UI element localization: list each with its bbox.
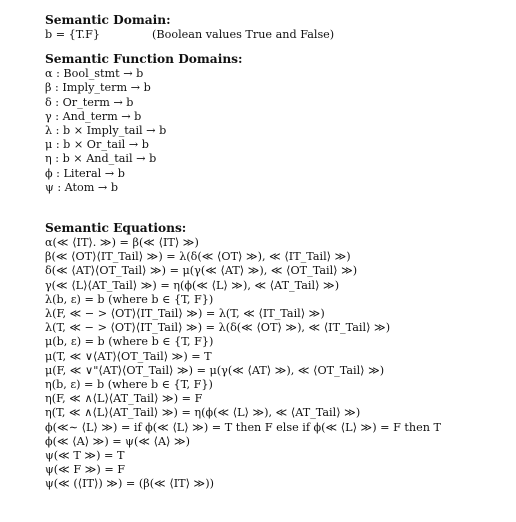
semantic-domain-note: (Boolean values True and False) [152, 28, 335, 41]
function-domain-line: γ : And_term → b [45, 109, 142, 123]
semantic-function-domains-heading: Semantic Function Domains: [45, 52, 243, 67]
equation-line: μ(F, ≪ ∨"⟨AT⟩⟨OT_Tail⟩ ≫) = μ(γ(≪ ⟨AT⟩ ≫), ≪ ⟨OT_Tail⟩ ≫) [45, 363, 385, 377]
equation-line: λ(T, ≪ − > ⟨OT⟩⟨IT_Tail⟩ ≫) = λ(δ(≪ ⟨OT⟩ ≫), ≪ ⟨IT_Tail⟩ ≫) [45, 321, 391, 335]
equation-line: η(T, ≪ ∧⟨L⟩⟨AT_Tail⟩ ≫) = η(ϕ(≪ ⟨L⟩ ≫), ≪ ⟨AT_Tail⟩ ≫) [45, 406, 361, 420]
equation-line: η(F, ≪ ∧⟨L⟩⟨AT_Tail⟩ ≫) = F [45, 392, 203, 406]
function-domain-line: μ : b × Or_tail → b [45, 138, 149, 152]
function-domain-line: δ : Or_term → b [45, 95, 134, 109]
semantic-domain-row [45, 28, 505, 42]
equation-line: ϕ(≪ ⟨A⟩ ≫) = ψ(≪ ⟨A⟩ ≫) [45, 434, 191, 448]
equation-line: η(b, ε) = b (where b ∈ {T, F}) [45, 378, 213, 392]
semantic-function-domains-section [45, 52, 505, 195]
equation-line: γ(≪ ⟨L⟩⟨AT_Tail⟩ ≫) = η(ϕ(≪ ⟨L⟩ ≫), ≪ ⟨AT_Tail⟩ ≫) [45, 278, 340, 292]
equation-line: ψ(≪ F ≫) = F [45, 463, 126, 477]
semantic-equations-section [45, 221, 505, 492]
function-domain-line: β : Imply_term → b [45, 81, 151, 95]
semantic-domain-heading: Semantic Domain: [45, 13, 171, 27]
equation-line: α(≪ ⟨IT⟩. ≫) = β(≪ ⟨IT⟩ ≫) [45, 236, 199, 250]
equation-line: ϕ(≪∼ ⟨L⟩ ≫) = if ϕ(≪ ⟨L⟩ ≫) = T then F else if ϕ(≪ ⟨L⟩ ≫) = F then T [45, 420, 441, 434]
semantic-domain-definition: b = {T.F} [45, 28, 101, 41]
equation-line: μ(T, ≪ ∨⟨AT⟩⟨OT_Tail⟩ ≫) = T [45, 349, 212, 363]
semantic-domain-section [45, 13, 505, 42]
equation-line: λ(b, ε) = b (where b ∈ {T, F}) [45, 292, 214, 306]
function-domain-line: λ : b × Imply_tail → b [45, 124, 167, 138]
function-domain-line: ψ : Atom → b [45, 180, 119, 194]
function-domain-line: α : Bool_stmt → b [45, 67, 144, 81]
equation-line: ψ(≪ T ≫) = T [45, 449, 125, 463]
equation-line: β(≪ ⟨OT⟩⟨IT_Tail⟩ ≫) = λ(δ(≪ ⟨OT⟩ ≫), ≪ ⟨IT_Tail⟩ ≫) [45, 250, 351, 264]
semantic-equations-heading: Semantic Equations: [45, 221, 187, 236]
function-domain-line: ϕ : Literal → b [45, 166, 125, 180]
equation-line: μ(b, ε) = b (where b ∈ {T, F}) [45, 335, 214, 349]
equation-line: λ(F, ≪ − > ⟨OT⟩⟨IT_Tail⟩ ≫) = λ(T, ≪ ⟨IT_Tail⟩ ≫) [45, 307, 325, 321]
function-domain-line: η : b × And_tail → b [45, 152, 157, 166]
equation-line: ψ(≪ (⟨IT⟩) ≫) = (β(≪ ⟨IT⟩ ≫)) [45, 477, 214, 491]
semantics-document [45, 13, 505, 492]
equation-line: δ(≪ ⟨AT⟩⟨OT_Tail⟩ ≫) = μ(γ(≪ ⟨AT⟩ ≫), ≪ ⟨OT_Tail⟩ ≫) [45, 264, 358, 278]
